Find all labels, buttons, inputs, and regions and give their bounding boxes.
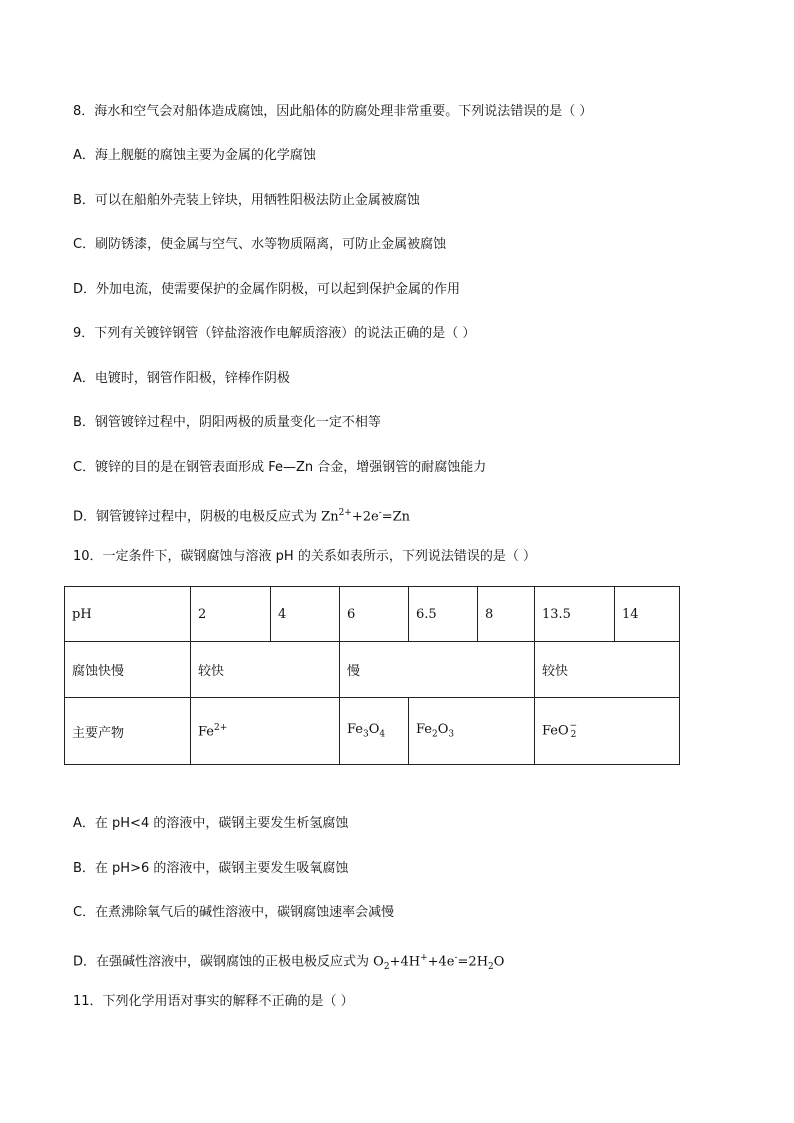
q11-stem: 11．下列化学用语对事实的解释不正确的是（ ）	[73, 994, 354, 1009]
product-zn: =Zn	[381, 509, 411, 525]
q10-stem: 10．一定条件下，碳钢腐蚀与溶液 pH 的关系如表所示，下列说法错误的是（ ）	[73, 549, 536, 564]
fe-symbol: Fe	[347, 722, 364, 738]
water-term: =2H	[457, 954, 489, 970]
q10-option-c: C．在煮沸除氧气后的碱性溶液中，碳钢腐蚀速率会减慢	[73, 905, 395, 920]
fe-symbol: Fe	[198, 724, 215, 740]
q9-option-d-text: D．钢管镀锌过程中，阴极的电极反应式为	[73, 509, 322, 525]
q10-option-d	[73, 949, 504, 976]
q9-option-d	[73, 504, 410, 526]
table-cell: 8	[478, 587, 535, 642]
table-cell: 13.5	[535, 587, 615, 642]
table-row-ph	[65, 587, 680, 642]
o-symbol: O	[493, 954, 505, 970]
h-charge: +	[420, 953, 428, 963]
table-row-rate	[65, 642, 680, 698]
electron-term: +4e	[427, 954, 455, 970]
feo-symbol: FeO	[542, 723, 569, 739]
table-cell: pH	[65, 587, 191, 642]
table-cell: 6	[340, 587, 409, 642]
electron-term: +2e	[351, 509, 379, 525]
table-cell: 腐蚀快慢	[65, 642, 191, 698]
table-cell: 主要产物	[65, 698, 191, 765]
subscript: 2	[570, 730, 577, 740]
charge-stack	[570, 722, 578, 740]
q9-option-b: B．钢管镀锌过程中，阴阳两极的质量变化一定不相等	[73, 415, 381, 430]
q9-option-a: A．电镀时，钢管作阳极，锌棒作阴极	[73, 371, 290, 386]
table-cell: 14	[615, 587, 680, 642]
zn-symbol: Zn	[321, 509, 339, 525]
zn-charge: 2+	[338, 508, 352, 518]
q8-option-c: C．刷防锈漆，使金属与空气、水等物质隔离，可防止金属被腐蚀	[73, 237, 447, 252]
fe-charge: 2+	[214, 722, 228, 733]
q10-option-b: B．在 pH>6 的溶液中，碳钢主要发生吸氧腐蚀	[73, 861, 349, 876]
q9-option-c: C．镀锌的目的是在钢管表面形成 Fe—Zn 合金，增强钢管的耐腐蚀能力	[73, 460, 487, 475]
table-cell: 较快	[191, 642, 340, 698]
table-cell-fe2	[191, 698, 340, 765]
table-cell: 2	[191, 587, 271, 642]
o-symbol: O	[437, 722, 449, 738]
table-cell-fe2o3	[409, 698, 535, 765]
electron-charge: -	[454, 953, 458, 963]
h-term: +4H	[389, 954, 421, 970]
o-symbol: O	[368, 722, 380, 738]
q8-option-b: B．可以在船舶外壳装上锌块，用牺牲阳极法防止金属被腐蚀	[73, 193, 420, 208]
o2-symbol: O	[373, 954, 384, 970]
q10-option-a: A．在 pH<4 的溶液中，碳钢主要发生析氢腐蚀	[73, 816, 349, 831]
q10-option-d-text: D．在强碱性溶液中，碳钢腐蚀的正极电极反应式为	[73, 954, 374, 970]
table-cell-fe3o4	[340, 698, 409, 765]
subscript: 2	[488, 961, 494, 972]
table-row-product	[65, 698, 680, 765]
table-cell: 较快	[535, 642, 680, 698]
q8-stem: 8．海水和空气会对船体造成腐蚀，因此船体的防腐处理非常重要。下列说法错误的是（ ）	[73, 104, 593, 119]
subscript: 3	[448, 729, 455, 740]
table-cell-feo2	[535, 698, 680, 765]
subscript: 4	[379, 729, 386, 740]
subscript: 2	[383, 961, 390, 972]
q8-option-d: D．外加电流，使需要保护的金属作阴极，可以起到保护金属的作用	[73, 282, 461, 297]
q9-stem: 9．下列有关镀锌钢管（锌盐溶液作电解质溶液）的说法正确的是（ ）	[73, 326, 476, 341]
table-cell: 4	[271, 587, 340, 642]
ph-corrosion-table	[64, 586, 680, 765]
table-cell: 6.5	[409, 587, 478, 642]
subscript: 2	[432, 729, 438, 740]
q8-option-a: A．海上舰艇的腐蚀主要为金属的化学腐蚀	[73, 148, 316, 163]
superscript: −	[569, 721, 578, 731]
fe-symbol: Fe	[416, 722, 433, 738]
table-cell: 慢	[340, 642, 535, 698]
subscript: 3	[363, 729, 369, 740]
electron-charge: -	[378, 508, 382, 518]
